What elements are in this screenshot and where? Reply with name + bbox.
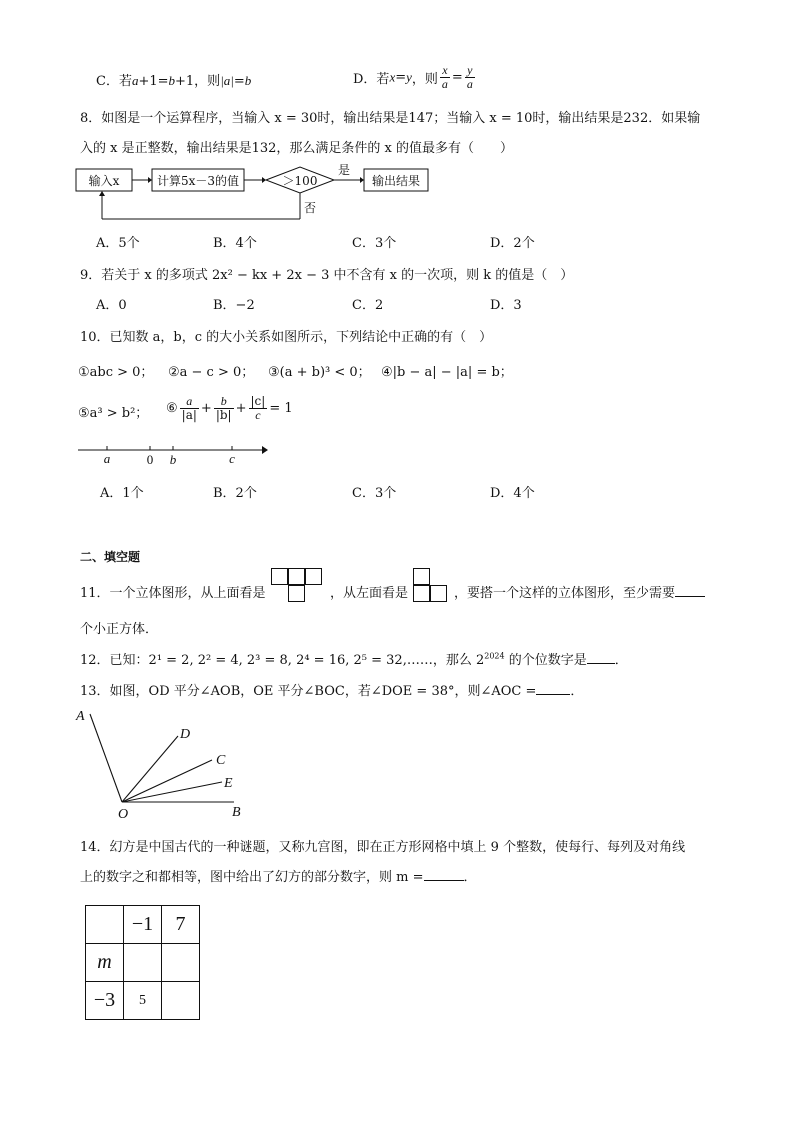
- numberline-label-c: c: [229, 451, 235, 466]
- q13-text: 13．如图，OD 平分∠AOB，OE 平分∠BOC，若∠DOE = 38°，则∠AOC = ．: [80, 684, 584, 699]
- label-e: E: [224, 776, 233, 791]
- grid-cell: m: [86, 944, 124, 982]
- ray-oa: [90, 714, 122, 802]
- q11-line2: 个小正方体．: [80, 622, 159, 637]
- q14-line2: 上的数字之和都相等，图中给出了幻方的部分数字，则 m = ．: [80, 870, 477, 885]
- q9-text: 9．若关于 x 的多项式 2x² − kx + 2x − 3 中不含有 x 的一次项，则 k 的值是（ ）: [80, 268, 574, 283]
- flow-output-text: 输出结果: [371, 174, 421, 188]
- q10-cond-2: ②a − c > 0；: [168, 365, 255, 380]
- q10-cond-4: ④|b − a| − |a| = b；: [381, 365, 513, 380]
- grid-cell: [162, 944, 200, 982]
- q11-part1: 11．一个立体图形，从上面看是: [80, 586, 266, 601]
- q11-blank[interactable]: [675, 584, 705, 597]
- q11-part2: ，从左面看是: [330, 586, 409, 601]
- q10-option-a: A．1个: [100, 486, 144, 501]
- q8-flowchart: [0, 160, 794, 230]
- label-b: B: [232, 805, 241, 820]
- grid-cell: 5: [124, 982, 162, 1020]
- q11-left-view-figure: [413, 568, 453, 608]
- numberline-label-0: 0: [146, 452, 154, 467]
- q10-option-d: D．4个: [490, 486, 535, 501]
- label-d: D: [180, 727, 191, 742]
- flow-compute-text: 计算5x－3的值: [156, 174, 240, 188]
- q8-line2: 入的 x 是正整数，输出结果是132，那么满足条件的 x 的值最多有（ ）: [80, 141, 514, 156]
- grid-cell: [86, 906, 124, 944]
- q8-option-c: C．3个: [352, 236, 397, 251]
- q8-option-b: B．4个: [213, 236, 257, 251]
- q10-number-line: [0, 438, 794, 478]
- flow-no-label: 否: [304, 201, 317, 215]
- magic-square-grid: [85, 905, 200, 1020]
- q9-option-b: B．−2: [213, 298, 255, 313]
- label-c: C: [216, 753, 226, 768]
- q14-line1: 14．幻方是中国古代的一种谜题，又称九宫图，即在正方形网格中填上 9 个整数，使每行、每列及对角线: [80, 840, 686, 855]
- flow-yes-label: 是: [338, 163, 351, 177]
- q8-option-d: D．2个: [490, 236, 535, 251]
- q12-text: 12．已知：2¹ = 2, 2² = 4, 2³ = 8, 2⁴ = 16, 2⁵ = 32,……，那么 $2^{2024}$ 的个位数字是 ．: [80, 651, 628, 668]
- q13-blank[interactable]: [536, 682, 570, 695]
- q10-cond-5: ⑤a³ > b²；: [78, 406, 149, 421]
- q8-option-a: A．5个: [96, 236, 140, 251]
- q9-option-c: C．2: [352, 298, 384, 313]
- q7-option-c: C．若a+1=b+1，则|a|=b: [96, 73, 252, 89]
- numberline-label-a: a: [103, 451, 111, 466]
- q7-option-d: D．若x=y，则 $\frac{x}{a}$ = $\frac{y}{a}$: [353, 63, 473, 91]
- q11-top-view-figure: [271, 568, 331, 608]
- grid-cell: [124, 944, 162, 982]
- q10-text: 10．已知数 a，b，c 的大小关系如图所示，下列结论中正确的有（ ）: [80, 330, 493, 345]
- numberline-label-b: b: [169, 452, 177, 467]
- ray-oc: [122, 760, 212, 802]
- grid-cell: −3: [86, 982, 124, 1020]
- q10-option-c: C．3个: [352, 486, 397, 501]
- grid-cell: −1: [124, 906, 162, 944]
- label-a: A: [76, 709, 85, 724]
- q14-blank[interactable]: [424, 868, 464, 881]
- q10-option-b: B．2个: [213, 486, 257, 501]
- grid-cell: 7: [162, 906, 200, 944]
- grid-cell: [162, 982, 200, 1020]
- q10-cond-6: ⑥ $\frac{a}{|a|}$ + $\frac{b}{|b|}$ + $\frac{|c|}{c}$ = 1: [166, 394, 293, 422]
- q9-option-d: D．3: [490, 298, 522, 313]
- flow-condition-text: ＞100: [282, 174, 318, 188]
- q8-line1: 8．如图是一个运算程序，当输入 x = 30时，输出结果是147；当输入 x = 10时，输出结果是232．如果输: [80, 111, 701, 126]
- q11-part3: ，要搭一个这样的立体图形，至少需要: [454, 582, 705, 601]
- flow-input-text: 输入x: [88, 174, 120, 188]
- q13-angle-figure: [0, 702, 794, 822]
- q9-option-a: A．0: [96, 298, 127, 313]
- q12-blank[interactable]: [587, 651, 615, 664]
- label-o: O: [118, 807, 129, 822]
- q10-cond-1: ①abc > 0；: [78, 365, 154, 380]
- q10-cond-3: ③(a + b)³ < 0；: [268, 365, 371, 380]
- section-title-fill-blank: 二、填空题: [80, 550, 141, 564]
